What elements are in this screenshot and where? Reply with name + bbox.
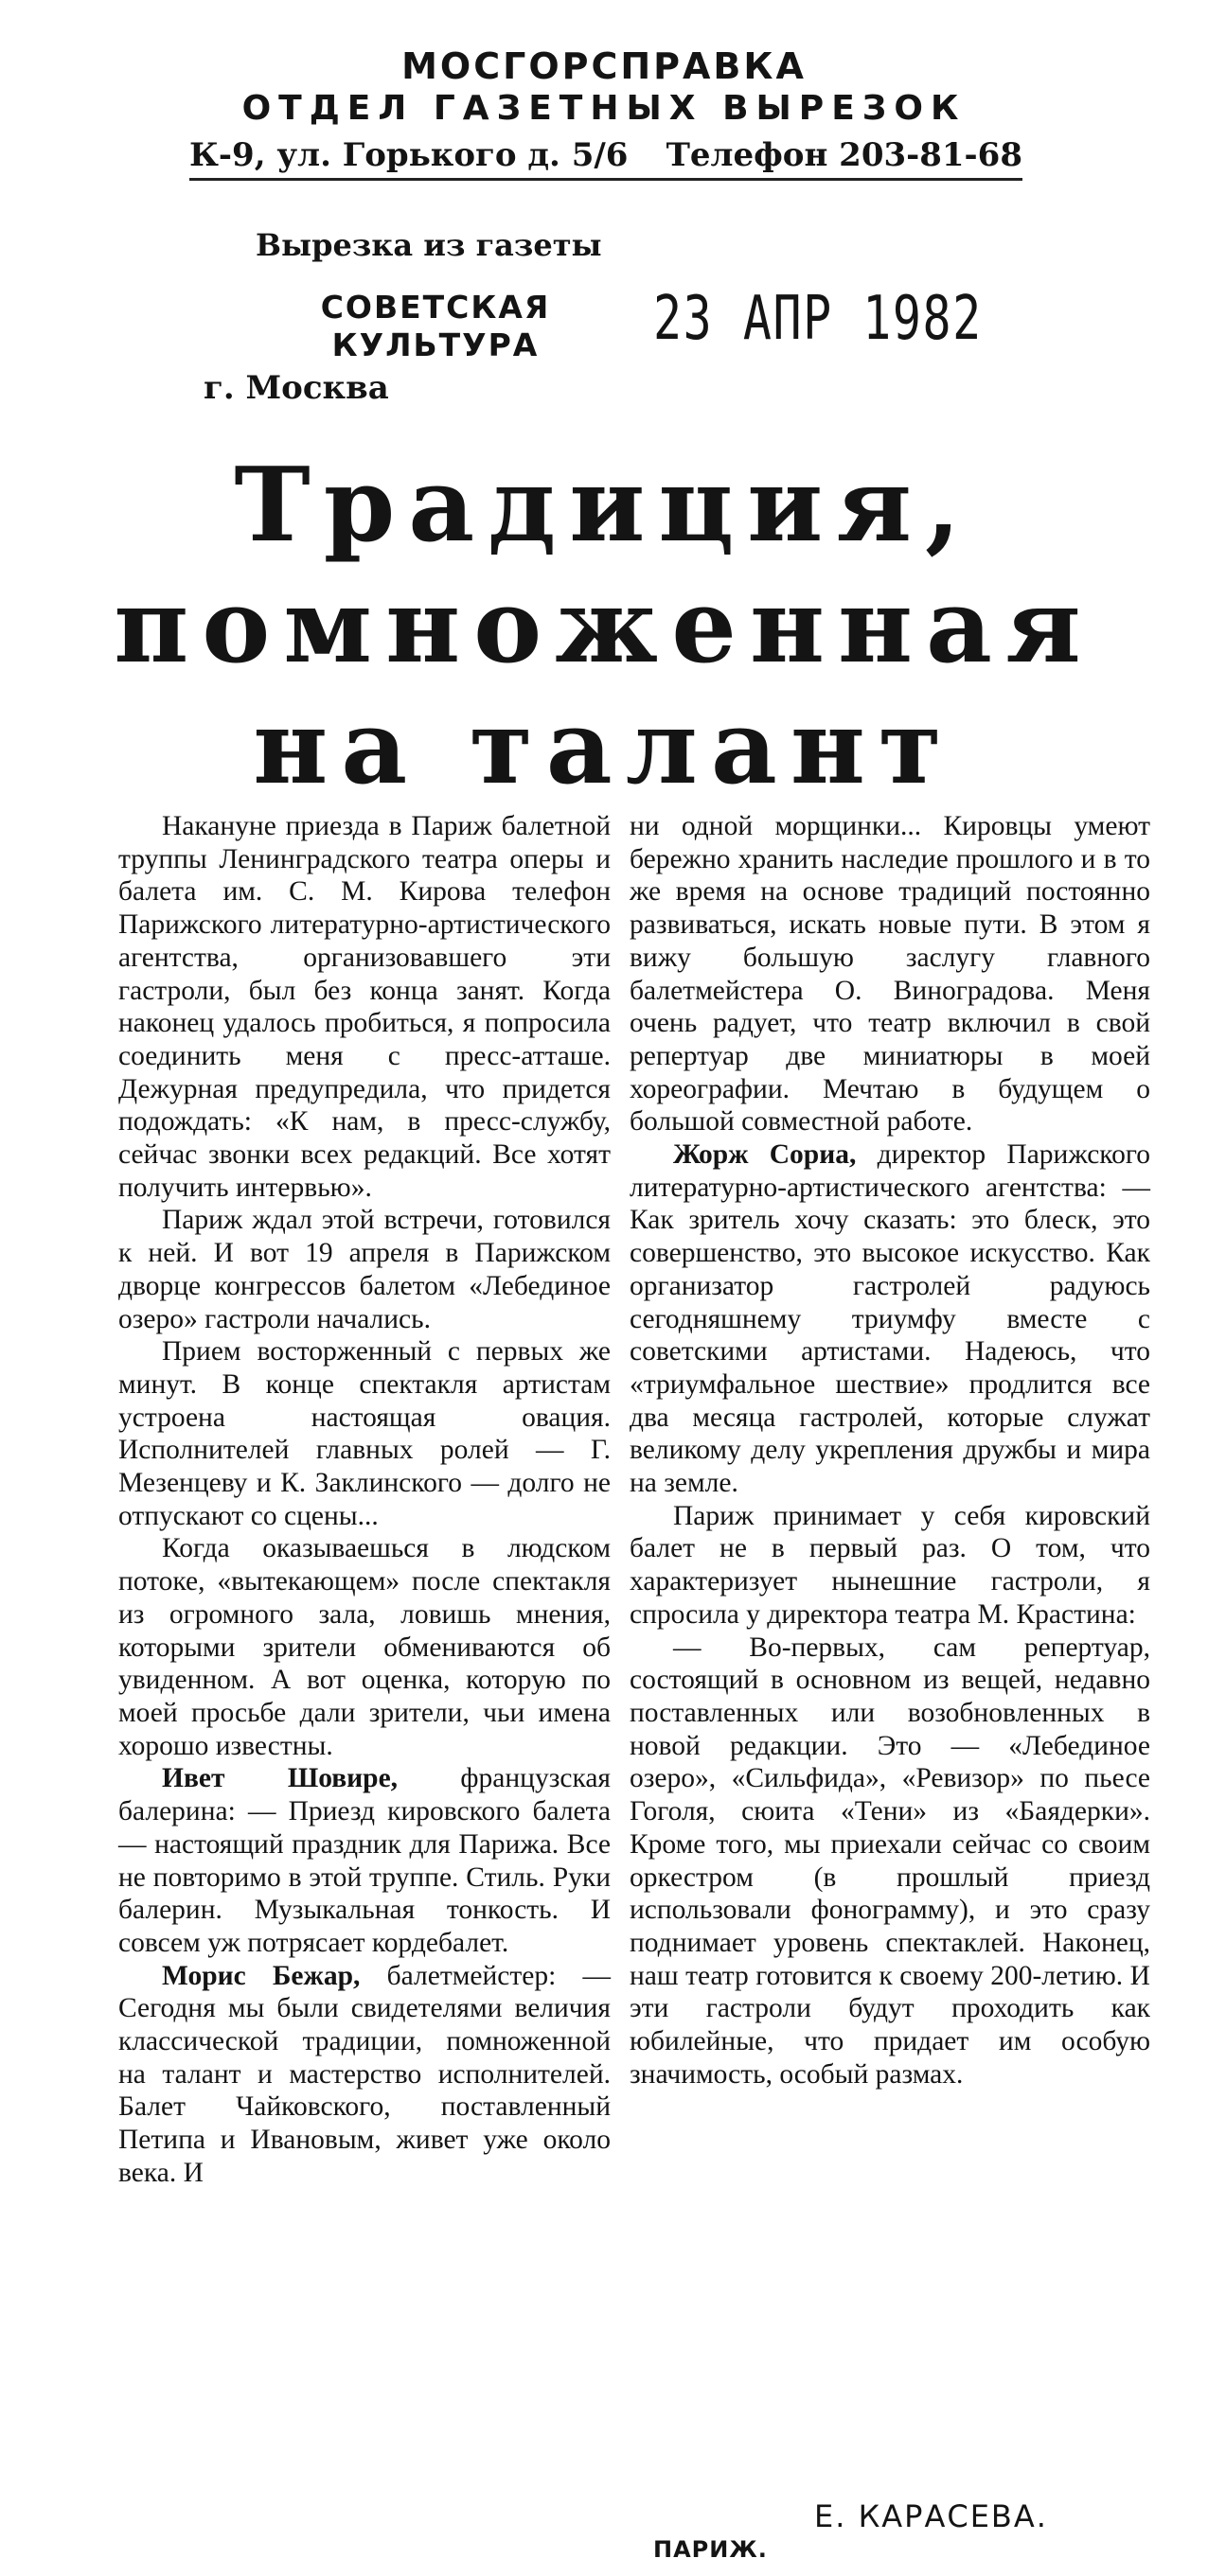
paragraph: Накануне приезда в Париж балетной труппы Ленинградского театра оперы и балета им. С. М. Кирова телефон Парижского литературно-артистического агентства, организовавшего эти гастроли, был без конца занят. Когда наконец удалось пробиться, я попросила соединить меня с пресс-атташе. Дежурная предупредила, что придется подождать: «К нам, в пресс-службу, сейчас звонки всех редакций. Все хотят получить интервью». bbox=[118, 811, 611, 1203]
headline-line1: Традиция, bbox=[234, 446, 974, 565]
newspaper-name bbox=[293, 289, 577, 364]
agency-name: МОСГОРСПРАВКА bbox=[401, 45, 807, 87]
quote-text: директор Парижского литературно-артистического агентства: — Как зритель хочу сказать: это блеск, это совершенство, это высокое искусство. Как организатор гастролей радуюсь сегодняшнему триумфу вместе с советскими артистами. Надеюсь, что «триумфальное шествие» продлится все два месяца гастролей, которые служат великому делу укрепления дружбы и мира на земле. bbox=[630, 1139, 1150, 1499]
article-headline bbox=[0, 445, 1208, 808]
paragraph: Париж ждал этой встречи, готовился к ней. И вот 19 апреля в Парижском дворце конгрессов балетом «Лебединое озеро» гастроли начались. bbox=[118, 1205, 611, 1334]
newspaper-city: г. Москва bbox=[204, 369, 389, 407]
quote-text: балетмейстер: — Сегодня мы были свидетелями величия классической традиции, помноженной на талант и мастерство исполнителей. Балет Чайковского, поставленный Петипа и Ивановым, живет уже около века. И bbox=[118, 1960, 611, 2188]
newspaper-name-line2: КУЛЬТУРА bbox=[331, 326, 540, 363]
speaker-name: Жорж Сориа, bbox=[673, 1139, 857, 1171]
speaker-name: Ивет Шовире, bbox=[162, 1763, 399, 1794]
author-signature: Е. КАРАСЕВА. bbox=[814, 2498, 1048, 2534]
paragraph: Когда оказываешься в людском потоке, «вытекающем» после спектакля из огромного зала, ловишь мнения, которыми зрители обмениваются об увиденном. А вот оценка, которую по моей просьбе дали зрители, чьи имена хорошо известны. bbox=[118, 1533, 611, 1761]
headline-line2: помноженная bbox=[114, 567, 1094, 686]
headline-line3: на талант bbox=[253, 688, 955, 807]
quote-paragraph bbox=[118, 1762, 611, 1959]
quote-text: французская балерина: — Приезд кировского балета — настоящий праздник для Парижа. Все не повторимо в этой труппе. Стиль. Руки балерин. Музыкальная тонкость. И совсем уж потрясает кордебалет. bbox=[118, 1763, 611, 1958]
department-name: ОТДЕЛ ГАЗЕТНЫХ ВЫРЕЗОК bbox=[241, 89, 967, 128]
address-line bbox=[189, 136, 1022, 181]
dateline: ПАРИЖ. bbox=[653, 2536, 768, 2563]
paragraph: ни одной морщинки... Кировцы умеют бережно хранить наследие прошлого и в то же время на основе традиций постоянно развиваться, искать новые пути. В этом я вижу большую заслугу главного балетмейстера О. Виноградова. Меня очень радует, что театр включил в свой репертуар две миниатюры в моей хореографии. Мечтаю в будущем о большой совместной работе. bbox=[630, 811, 1150, 1138]
paragraph: — Во-первых, сам репертуар, состоящий в основном из вещей, недавно поставленных или возобновленных в новой редакции. Это — «Лебединое озеро», «Сильфида», «Ревизор» по пьесе Гоголя, сюита «Тени» из «Баядерки». Кроме того, мы приехали сейчас со своим оркестром (в прошлый приезд использовали фонограмму), и это сразу поднимает уровень спектаклей. Наконец, наш театр готовится к своему 200-летию. И эти гастроли будут проходить как юбилейные, что придает им особую значимость, особый размах. bbox=[630, 1632, 1150, 2090]
agency-phone: Телефон 203-81-68 bbox=[666, 136, 1022, 174]
paragraph: Париж принимает у себя кировский балет не в первый раз. О том, что характеризует нынешние гастроли, я спросила у директора театра М. Крастина: bbox=[630, 1500, 1150, 1630]
clipping-from-label: Вырезка из газеты bbox=[256, 227, 602, 263]
quote-paragraph bbox=[118, 1960, 611, 2190]
quote-paragraph bbox=[630, 1138, 1150, 1500]
article-column-left bbox=[118, 810, 611, 2190]
speaker-name: Морис Бежар, bbox=[162, 1960, 361, 1991]
newspaper-name-line1: СОВЕТСКАЯ bbox=[320, 289, 551, 326]
date-stamp: 23 АПР 1982 bbox=[653, 284, 983, 354]
agency-address: К-9, ул. Горького д. 5/6 bbox=[189, 136, 629, 174]
article-column-right bbox=[630, 810, 1150, 2091]
paragraph: Прием восторженный с первых же минут. В конце спектакля артистам устроена настоящая овация. Исполнителей главных ролей — Г. Мезенцеву и К. Заклинского — долго не отпускают со сцены... bbox=[118, 1336, 611, 1531]
